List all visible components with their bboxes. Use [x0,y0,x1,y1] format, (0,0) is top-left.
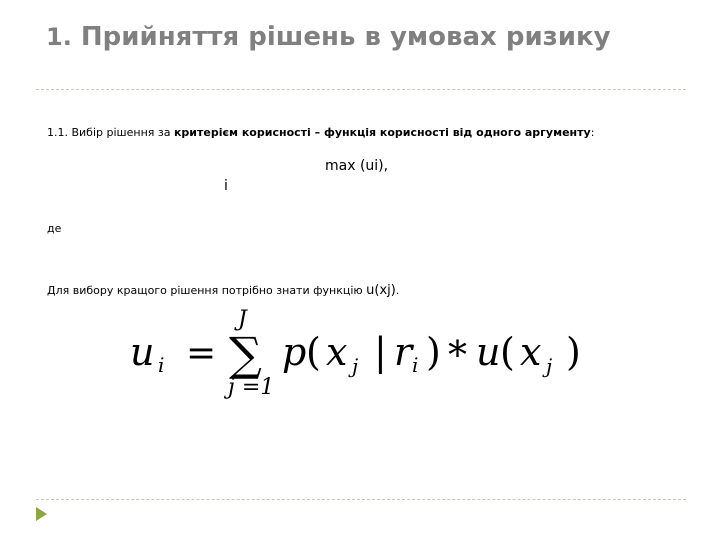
formula-star: * [448,333,467,377]
slide-title-number: 1. [46,23,72,51]
bottom-divider [36,499,686,500]
formula-lhs-u: u [130,330,155,374]
need-function: u(xj) [366,283,396,298]
where-label: де [47,222,62,235]
formula-open-paren-2: ( [500,330,515,374]
formula-close-paren-2: ) [566,330,581,374]
slide-title-text: Прийняття рішень в умовах ризику [80,22,611,52]
formula-bar: | [374,330,387,374]
formula-open-paren-1: ( [306,330,321,374]
need-prefix: Для вибору кращого рішення потрібно знати функцію [47,284,367,297]
play-triangle-icon [36,507,47,521]
intro-prefix: 1.1. Вибір рішення за [47,126,174,139]
formula-x2: x [520,330,542,374]
max-index: i [224,178,228,194]
max-expression: max (ui), [325,158,389,174]
formula-close-paren-1: ) [426,330,441,374]
formula-r-sub-i: i [412,353,419,377]
formula-p: p [282,330,307,374]
formula-u: u [476,330,501,374]
need-suffix: . [395,284,400,297]
formula-sum-lower: j =1 [228,375,275,400]
formula-x1-sub-j: j [352,354,359,378]
formula-lhs-sub-i: i [158,353,165,377]
formula-x2-sub-j: j [546,354,553,378]
intro-bold-criterion: критерієм корисності – функція корисності від одного аргументу [173,126,591,139]
formula-equals: = [186,333,217,374]
formula-sum-symbol: ∑ [229,327,262,381]
formula-r: r [394,330,413,374]
intro-suffix: : [590,126,595,139]
formula-sum-upper: J [238,307,247,332]
formula-x1: x [326,330,348,374]
